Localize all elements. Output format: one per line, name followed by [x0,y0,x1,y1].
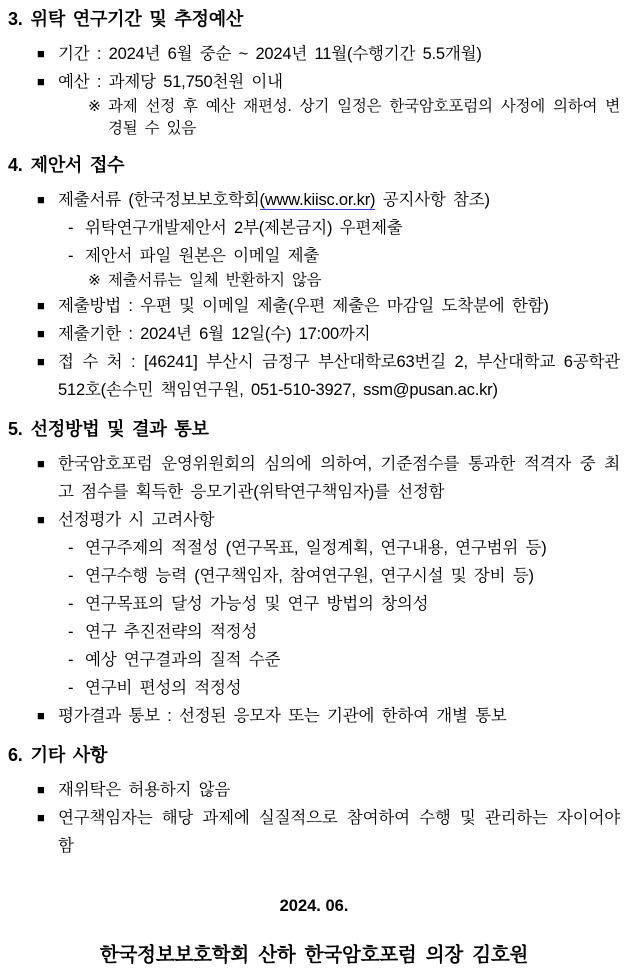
sub-list-item [8,214,620,242]
signature-line: 한국정보보호학회 산하 한국암호포럼 의장 김호원 [99,944,529,966]
list-item [8,292,620,320]
dash-marker: - [68,651,74,669]
item-text: 접 수 처 : [46241] 부산시 금정구 부산대학로63번길 2, 부산대학교 6공학관 512호(손수민 책임연구원, 051-510-3927, ssm@pusan.ac.kr) [58,353,620,399]
reference-mark-icon: ※ [88,272,101,289]
sub-list-item [8,674,620,702]
bullet-icon: ■ [37,708,45,723]
section-proposal-submission [8,152,620,404]
section-selection-method [8,416,620,730]
section-heading [8,416,620,442]
bullet-icon: ■ [37,74,45,89]
reference-mark-icon: ※ [88,98,101,115]
section-heading [8,6,620,32]
note-item [8,96,620,140]
dash-marker: - [68,595,74,613]
section-title: 선정방법 및 결과 통보 [30,419,209,439]
list-item [8,68,620,96]
item-text: 연구주제의 적절성 (연구목표, 일정계획, 연구내용, 연구범위 등) [85,539,547,557]
dash-marker: - [68,539,74,557]
item-text: 한국암호포럼 운영위원회의 심의에 의하여, 기준점수를 통과한 적격자 중 최고 점수를 획득한 응모기관(위탁연구책임자)를 선정함 [58,455,620,501]
item-text: 제안서 파일 원본은 이메일 제출 [85,247,320,265]
sub-list-item [8,562,620,590]
dash-marker: - [68,219,74,237]
item-text: 평가결과 통보 : 선정된 응모자 또는 기관에 한하여 개별 통보 [58,707,507,725]
item-text-before-link: 제출서류 (한국정보보호학회 [58,191,260,209]
list-item [8,776,620,804]
item-text: 연구비 편성의 적정성 [85,679,242,697]
sub-list-item [8,618,620,646]
list-item [8,702,620,730]
dash-marker: - [68,247,74,265]
sub-list-item [8,590,620,618]
list-item [8,186,620,214]
dash-marker: - [68,679,74,697]
section-number: 6. [8,745,23,765]
item-text-after-link: 공지사항 참조) [375,191,490,209]
item-text [58,186,620,214]
note-item [8,270,620,292]
item-text: 재위탁은 허용하지 않음 [58,781,231,799]
item-text: 위탁연구개발제안서 2부(제본금지) 우편제출 [85,219,403,237]
sub-list-item [8,646,620,674]
kiisc-website-link[interactable]: (www.kiisc.or.kr) [259,191,376,209]
section-number: 5. [8,419,23,439]
item-text: 예상 연구결과의 질적 수준 [85,651,281,669]
item-text: 연구목표의 달성 가능성 및 연구 방법의 창의성 [85,595,429,613]
list-item [8,40,620,68]
bullet-icon: ■ [37,354,45,369]
bullet-icon: ■ [37,326,45,341]
section-title: 위탁 연구기간 및 추정예산 [30,9,244,29]
item-text: 예산 : 과제당 51,750천원 이내 [58,73,283,91]
bullet-icon: ■ [37,782,45,797]
dash-marker: - [68,623,74,641]
item-text: 제출방법 : 우편 및 이메일 제출(우편 제출은 마감일 도착분에 한함) [58,297,549,315]
item-text: 제출기한 : 2024년 6월 12일(수) 17:00까지 [58,325,371,343]
list-item [8,804,620,860]
section-heading [8,742,620,768]
bullet-icon: ■ [37,512,45,527]
list-item [8,506,620,534]
bullet-icon: ■ [37,456,45,471]
section-other-matters [8,742,620,860]
item-text: 선정평가 시 고려사항 [58,511,215,529]
section-number: 3. [8,9,23,29]
bullet-icon: ■ [37,46,45,61]
sub-list-item [8,242,620,270]
section-number: 4. [8,155,23,175]
item-text: 연구 추진전략의 적정성 [85,623,258,641]
list-item [8,450,620,506]
note-text: 과제 선정 후 예산 재편성. 상기 일정은 한국암호포럼의 사정에 의하여 변경될 수 있음 [108,98,620,137]
sub-list-item [8,534,620,562]
dash-marker: - [68,567,74,585]
list-item [8,348,620,404]
section-title: 제안서 접수 [30,155,125,175]
section-heading [8,152,620,178]
bullet-icon: ■ [37,810,45,825]
note-text: 제출서류는 일체 반환하지 않음 [108,272,322,289]
document-date: 2024. 06. [279,897,349,915]
item-text: 연구수행 능력 (연구책임자, 참여연구원, 연구시설 및 장비 등) [85,567,534,585]
list-item [8,320,620,348]
section-title: 기타 사항 [30,745,108,765]
section-research-period-budget [8,6,620,140]
item-text: 연구책임자는 해당 과제에 실질적으로 참여하여 수행 및 관리하는 자이어야 함 [58,809,620,855]
item-text: 기간 : 2024년 6월 중순 ~ 2024년 11월(수행기간 5.5개월) [58,45,482,63]
bullet-icon: ■ [37,192,45,207]
bullet-icon: ■ [37,298,45,313]
